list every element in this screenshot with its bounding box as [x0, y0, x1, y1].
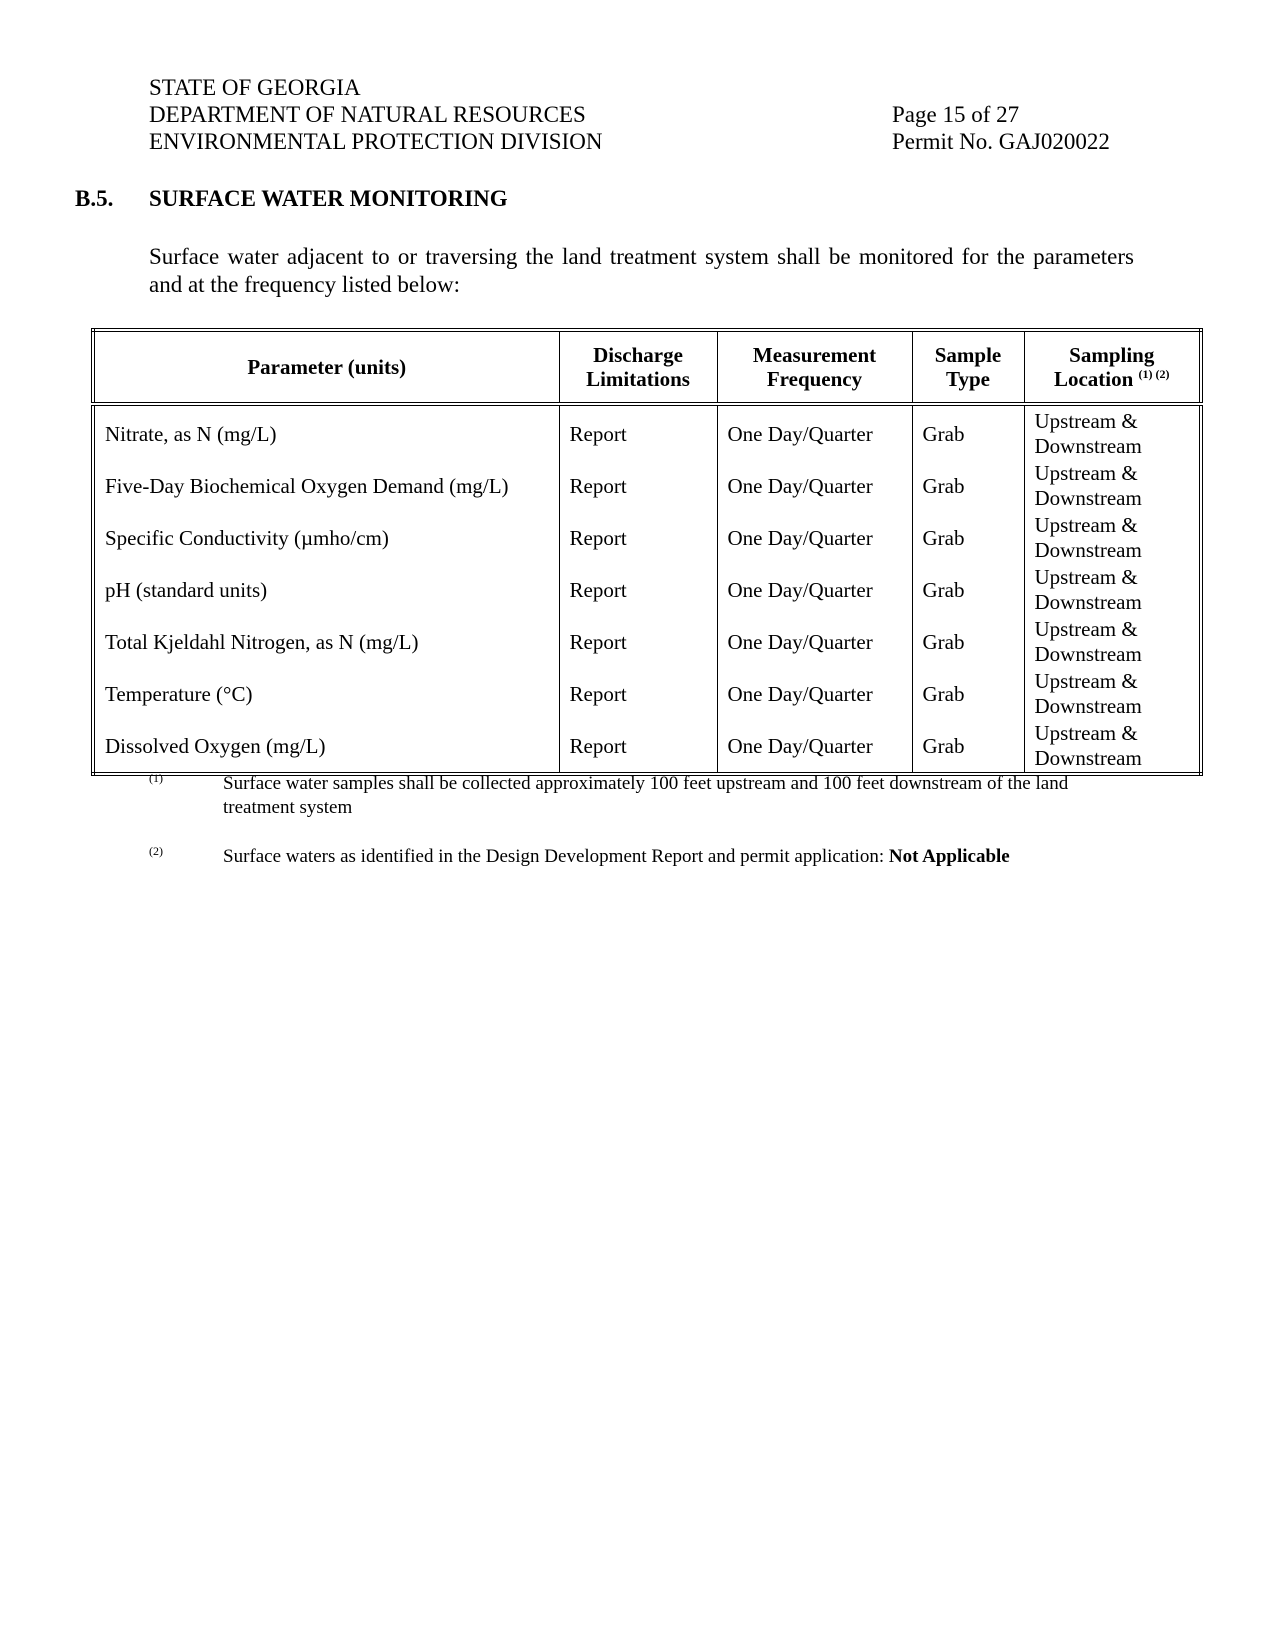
- agency-division: ENVIRONMENTAL PROTECTION DIVISION: [149, 129, 603, 154]
- cell-parameter: Five-Day Biochemical Oxygen Demand (mg/L): [93, 460, 559, 512]
- cell-frequency: One Day/Quarter: [717, 460, 912, 512]
- location-line-1: Upstream &: [1034, 565, 1138, 589]
- cell-limit: Report: [559, 512, 717, 564]
- cell-location: [1024, 720, 1201, 774]
- table-row: [93, 616, 1201, 668]
- cell-frequency: One Day/Quarter: [717, 668, 912, 720]
- header-measurement: Measurement Frequency: [717, 330, 912, 404]
- location-line-2: Downstream: [1034, 746, 1142, 770]
- location-line-2: Downstream: [1034, 486, 1142, 510]
- section-heading: [75, 186, 508, 212]
- section-number: B.5.: [75, 186, 114, 211]
- cell-parameter: Total Kjeldahl Nitrogen, as N (mg/L): [93, 616, 559, 668]
- cell-location: [1024, 668, 1201, 720]
- table-row: [93, 512, 1201, 564]
- cell-location: [1024, 616, 1201, 668]
- permit-number: Permit No. GAJ020022: [892, 129, 1110, 154]
- agency-state: STATE OF GEORGIA: [149, 75, 361, 100]
- cell-location: [1024, 564, 1201, 616]
- footnote-1: [149, 772, 1139, 820]
- page-number: Page 15 of 27: [892, 102, 1020, 127]
- header-parameter: Parameter (units): [93, 330, 559, 404]
- location-line-1: Upstream &: [1034, 669, 1138, 693]
- cell-limit: Report: [559, 668, 717, 720]
- location-line-2: Downstream: [1034, 642, 1142, 666]
- agency-header: [149, 74, 602, 155]
- cell-frequency: One Day/Quarter: [717, 404, 912, 460]
- cell-parameter: Nitrate, as N (mg/L): [93, 404, 559, 460]
- cell-sample-type: Grab: [912, 512, 1024, 564]
- table-row: [93, 564, 1201, 616]
- footnote-marker: (1): [149, 771, 163, 785]
- table-row: [93, 404, 1201, 460]
- cell-sample-type: Grab: [912, 564, 1024, 616]
- agency-department: DEPARTMENT OF NATURAL RESOURCES: [149, 102, 586, 127]
- location-line-2: Downstream: [1034, 694, 1142, 718]
- section-intro: Surface water adjacent to or traversing the land treatment system shall be monitored for the parameters and at the frequency listed below:: [149, 244, 1134, 297]
- location-line-1: Upstream &: [1034, 721, 1138, 745]
- cell-parameter: Temperature (°C): [93, 668, 559, 720]
- cell-sample-type: Grab: [912, 404, 1024, 460]
- footnote-marker: (2): [149, 844, 163, 858]
- monitoring-table: [91, 328, 1203, 776]
- footnote-2: [149, 845, 1139, 869]
- location-footnote-ref: (1) (2): [1138, 367, 1170, 381]
- location-line-2: Downstream: [1034, 434, 1142, 458]
- cell-limit: Report: [559, 404, 717, 460]
- cell-parameter: pH (standard units): [93, 564, 559, 616]
- cell-limit: Report: [559, 564, 717, 616]
- location-line-2: Downstream: [1034, 538, 1142, 562]
- cell-location: [1024, 404, 1201, 460]
- header-sample-type: Sample Type: [912, 330, 1024, 404]
- cell-sample-type: Grab: [912, 616, 1024, 668]
- footnote-text: Surface water samples shall be collected approximately 100 feet upstream and 100 feet downstream of the land treatment system: [223, 773, 1069, 818]
- cell-sample-type: Grab: [912, 720, 1024, 774]
- cell-parameter: Specific Conductivity (µmho/cm): [93, 512, 559, 564]
- table-row: [93, 668, 1201, 720]
- cell-limit: Report: [559, 460, 717, 512]
- cell-parameter: Dissolved Oxygen (mg/L): [93, 720, 559, 774]
- table-row: [93, 720, 1201, 774]
- footnote-text: Surface waters as identified in the Design Development Report and permit application:: [223, 846, 889, 867]
- header-discharge: Discharge Limitations: [559, 330, 717, 404]
- location-line-1: Upstream &: [1034, 617, 1138, 641]
- location-line-1: Upstream &: [1034, 513, 1138, 537]
- monitoring-table-container: [91, 328, 1199, 776]
- location-line-2: Downstream: [1034, 590, 1142, 614]
- table-header-row: [93, 330, 1201, 404]
- cell-frequency: One Day/Quarter: [717, 720, 912, 774]
- cell-location: [1024, 460, 1201, 512]
- cell-sample-type: Grab: [912, 668, 1024, 720]
- cell-limit: Report: [559, 616, 717, 668]
- page-info: [892, 101, 1110, 155]
- cell-limit: Report: [559, 720, 717, 774]
- table-row: [93, 460, 1201, 512]
- cell-sample-type: Grab: [912, 460, 1024, 512]
- cell-location: [1024, 512, 1201, 564]
- cell-frequency: One Day/Quarter: [717, 512, 912, 564]
- footnote-bold: Not Applicable: [888, 846, 1010, 867]
- cell-frequency: One Day/Quarter: [717, 564, 912, 616]
- location-line-1: Upstream &: [1034, 461, 1138, 485]
- location-line-1: Upstream &: [1034, 409, 1138, 433]
- section-title: SURFACE WATER MONITORING: [149, 186, 508, 211]
- cell-frequency: One Day/Quarter: [717, 616, 912, 668]
- header-location: Sampling Location $^{(1) (2)}$: [1024, 330, 1201, 404]
